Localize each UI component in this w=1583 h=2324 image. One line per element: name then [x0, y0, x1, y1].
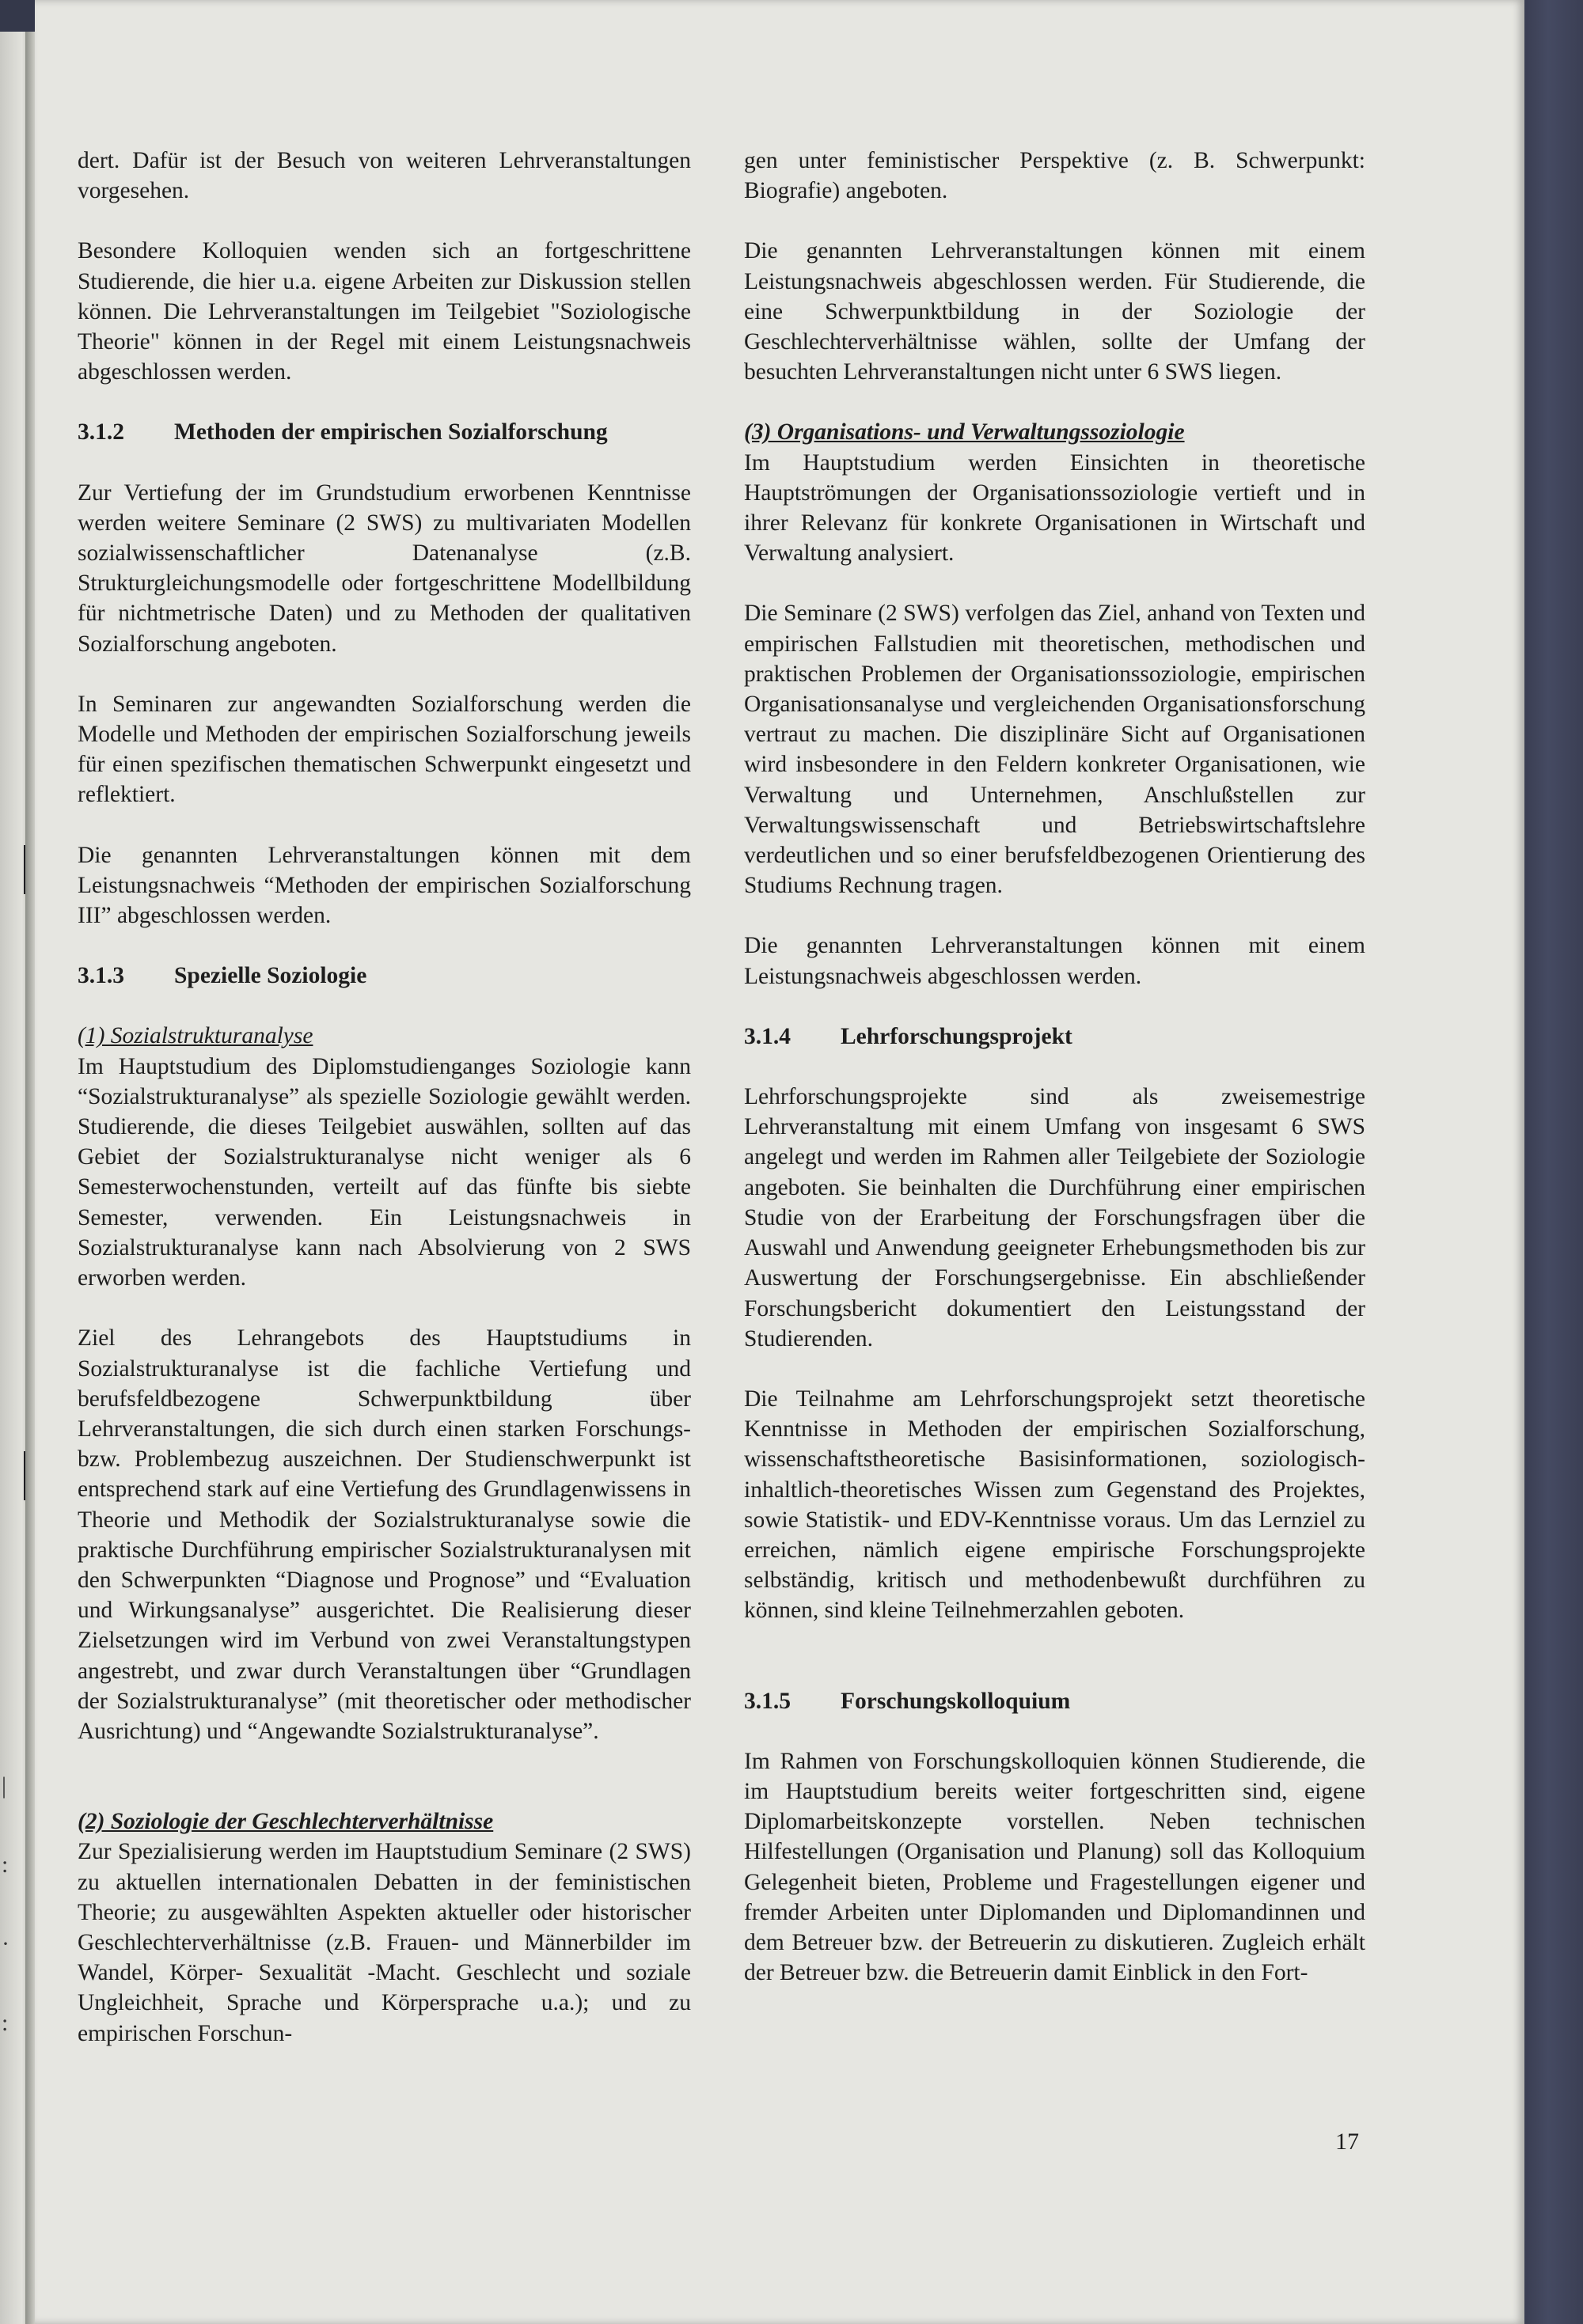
margin-mark: : — [2, 1852, 9, 1878]
right-column — [744, 146, 1365, 1988]
section-heading-3-1-4 — [744, 1022, 1365, 1052]
section-title: Forschungskolloquium — [841, 1688, 1071, 1714]
page-number: 17 — [1335, 2129, 1359, 2155]
paragraph: Besondere Kolloquien wenden sich an fortgeschrittene Studierende, die hier u.a. eigene Arbeiten zur Diskussion stellen können. Die Lehrveranstaltungen im Teilgebiet "Soziologische Theorie" können in der Regel mit einem Leistungsnachweis abgeschlossen werden. — [78, 238, 691, 385]
section-title: Methoden der empirischen Sozialforschung — [174, 419, 608, 445]
paragraph: Zur Vertiefung der im Grundstudium erworbenen Kenntnisse werden weitere Seminare (2 SWS) zu multivariaten Modellen sozialwissenschaftlicher Datenanalyse (z.B. Strukturgleichungsmodelle oder fortgeschrittene Modellbildung für nichtmetrische Daten) und zu Methoden der qualitativen Sozialforschung angeboten. — [78, 480, 691, 657]
paragraph: Die genannten Lehrveranstaltungen können mit einem Leistungsnachweis abgeschlossen werden. Für Studierende, die eine Schwerpunktbildung in der Soziologie der Geschlechterverhältnisse wählen, sollte der Umfang der besuchten Lehrveranstaltungen nicht unter 6 SWS liegen. — [744, 238, 1365, 385]
section-number: 3.1.2 — [78, 419, 124, 445]
margin-mark: | — [2, 1772, 7, 1799]
paragraph: Im Hauptstudium werden Einsichten in theoretische Hauptströmungen der Organisationssoziologie vertieft und in ihrer Relevanz für konkrete Organisationen in Wirtschaft und Verwaltung analysiert. — [744, 449, 1365, 567]
paragraph: gen unter feministischer Perspektive (z. B. Schwerpunkt: Biografie) angeboten. — [744, 148, 1365, 204]
section-heading-3-1-5 — [744, 1686, 1365, 1716]
subsection-heading: (2) Soziologie der Geschlechterverhältnisse — [78, 1809, 494, 1835]
section-heading-3-1-3 — [78, 961, 691, 991]
paragraph: Zur Spezialisierung werden im Hauptstudium Seminare (2 SWS) zu aktuellen internationalen Debatten in der feministischen Theorie; zu ausgewählten Aspekten aktueller oder historischer Geschlechterverhältnisse (z.B. Frauen- und Männerbilder im Wandel, Körper- Sexualität -Macht. Geschlecht und soziale Ungleichheit, Sprache und Körpersprache u.a.); und zu empirischen Forschun- — [78, 1839, 691, 2046]
section-heading-3-1-2 — [78, 417, 691, 447]
paragraph: dert. Dafür ist der Besuch von weiteren Lehrveranstaltungen vorgesehen. — [78, 148, 691, 204]
paragraph: Im Rahmen von Forschungskolloquien können Studierende, die im Hauptstudium bereits weiter fortgeschritten sind, eigene Diplomarbeitskonzepte vorstellen. Neben technischen Hilfestellungen (Organisation und Planung) soll das Kolloquium Gelegenheit bieten, Probleme und Fragestellungen eigener und fremder Arbeiten unter Diplomanden und Diplomandinnen und dem Betreuer bzw. der Betreuerin zu diskutieren. Zugleich erhält der Betreuer bzw. die Betreuerin damit Einblick in den Fort- — [744, 1748, 1365, 1986]
subsection-heading: (1) Sozialstrukturanalyse — [78, 1023, 313, 1049]
section-number: 3.1.3 — [78, 963, 124, 989]
left-column — [78, 146, 691, 2049]
paragraph: Die genannten Lehrveranstaltungen können mit einem Leistungsnachweis abgeschlossen werden. — [744, 933, 1365, 989]
section-number: 3.1.5 — [744, 1688, 791, 1714]
paragraph: Die genannten Lehrveranstaltungen können mit dem Leistungsnachweis “Methoden der empirischen Sozialforschung III” abgeschlossen werden. — [78, 842, 691, 929]
section-title: Lehrforschungsprojekt — [841, 1023, 1072, 1049]
paragraph: Die Teilnahme am Lehrforschungsprojekt setzt theoretische Kenntnisse in Methoden der empirischen Sozialforschung, wissenschaftstheoretische Basisinformationen, soziologisch-inhaltlich-theoretisches Wissen zum Gegenstand des Projektes, sowie Statistik- und EDV-Kenntnisse voraus. Um das Lernziel zu erreichen, nämlich eigene empirische Forschungsprojekte selbständig, kritisch und methodenbewußt durchführen zu können, sind kleine Teilnehmerzahlen geboten. — [744, 1386, 1365, 1624]
section-title: Spezielle Soziologie — [174, 963, 367, 989]
book-binding — [1524, 0, 1583, 2324]
paragraph: Lehrforschungsprojekte sind als zweisemestrige Lehrveranstaltung mit einem Umfang von insgesamt 6 SWS angelegt und werden im Rahmen aller Teilgebiete der Soziologie angeboten. Sie beinhalten die Durchführung einer empirischen Studie von der Erarbeitung der Forschungsfragen über die Auswahl und Anwendung geeigneter Erhebungsmethoden bis zur Auswertung der Forschungsergebnisse. Ein abschließender Forschungsbericht dokumentiert den Leistungsstand der Studierenden. — [744, 1084, 1365, 1352]
paragraph: Im Hauptstudium des Diplomstudienganges Soziologie kann “Sozialstrukturanalyse” als spezielle Soziologie gewählt werden. Studierende, die dieses Teilgebiet auswählen, sollten auf das Gebiet der Sozialstrukturanalyse nicht weniger als 6 Semesterwochenstunden, verteilt auf das fünfte bis siebte Semester, verwenden. Ein Leistungsnachweis in Sozialstrukturanalyse kann nach Absolvierung von 2 SWS erworben werden. — [78, 1053, 691, 1291]
section-number: 3.1.4 — [744, 1023, 791, 1049]
paragraph: Die Seminare (2 SWS) verfolgen das Ziel, anhand von Texten und empirischen Fallstudien mit theoretischen, methodischen und praktischen Problemen der Organisationssoziologie, empirischen Organisationsanalyse und vergleichenden Organisationsforschung vertraut zu machen. Die disziplinäre Sicht auf Organisationen wird insbesondere in den Feldern konkreter Organisationen, wie Verwaltung und Unternehmen, Anschlußstellen zur Verwaltungswissenschaft und Betriebswirtschaftslehre verdeutlichen und so einer berufsfeldbezogenen Orientierung des Studiums Rechnung tragen. — [744, 601, 1365, 899]
margin-mark: · — [2, 1931, 9, 1957]
paragraph: In Seminaren zur angewandten Sozialforschung werden die Modelle und Methoden der empirischen Sozialforschung jeweils für einen spezifischen thematischen Schwerpunkt eingesetzt und reflektiert. — [78, 691, 691, 808]
margin-mark: : — [2, 2010, 9, 2036]
paragraph: Ziel des Lehrangebots des Hauptstudiums in Sozialstrukturanalyse ist die fachliche Vertiefung und berufsfeldbezogene Schwerpunktbildung über Lehrveranstaltungen, die sich durch einen starken Forschungs- bzw. Problembezug auszeichnen. Der Studienschwerpunkt ist entsprechend stark auf eine Vertiefung des Grundlagenwissens in Theorie und Methodik der Sozialstrukturanalyse sowie die praktische Durchführung empirischer Sozialstrukturanalysen mit den Schwerpunkten “Diagnose und Prognose” und “Evaluation und Wirkungsanalyse” ausgerichtet. Die Realisierung dieser Zielsetzungen wird im Verbund von zwei Veranstaltungstypen angestrebt, und zwar durch Veranstaltungen über “Grundlagen der Sozialstrukturanalyse” (mit theoretischer oder methodischer Ausrichtung) und “Angewandte Sozialstrukturanalyse”. — [78, 1325, 691, 1744]
subsection-heading: (3) Organisations- und Verwaltungssoziologie — [744, 419, 1185, 445]
